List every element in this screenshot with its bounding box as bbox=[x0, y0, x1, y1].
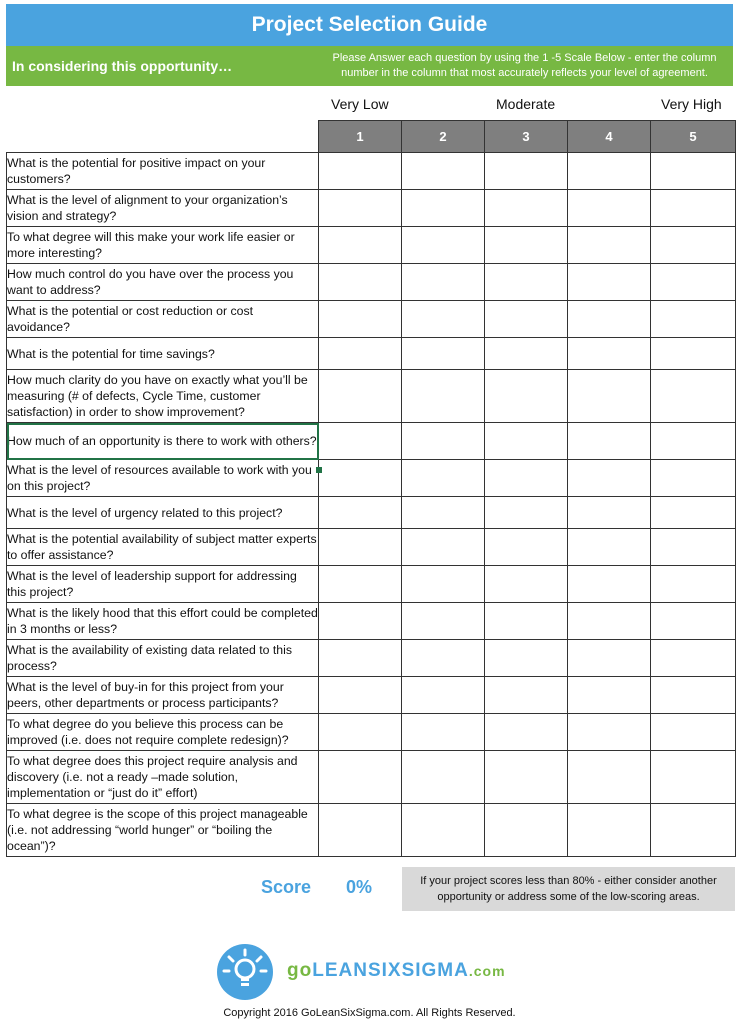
rating-cell-1[interactable] bbox=[319, 640, 402, 677]
logo-wordmark bbox=[287, 960, 506, 982]
page-title-text: Project Selection Guide bbox=[251, 13, 488, 36]
rating-cell-1[interactable] bbox=[319, 714, 402, 751]
rating-cell-1[interactable] bbox=[319, 338, 402, 370]
scale-column-2: 2 bbox=[402, 121, 485, 153]
question-row bbox=[7, 677, 736, 714]
question-cell[interactable]: What is the level of alignment to your organization’s vision and strategy? bbox=[7, 190, 319, 227]
rating-cell-5[interactable] bbox=[651, 566, 736, 603]
rating-cell-4[interactable] bbox=[568, 804, 651, 857]
question-cell[interactable]: What is the level of leadership support for addressing this project? bbox=[7, 566, 319, 603]
rating-cell-5[interactable] bbox=[651, 640, 736, 677]
rating-cell-2[interactable] bbox=[402, 370, 485, 423]
question-row bbox=[7, 264, 736, 301]
rating-cell-2[interactable] bbox=[402, 227, 485, 264]
question-cell[interactable]: What is the potential for time savings? bbox=[7, 338, 319, 370]
rating-cell-4[interactable] bbox=[568, 264, 651, 301]
rating-cell-3[interactable] bbox=[485, 227, 568, 264]
rating-cell-3[interactable] bbox=[485, 529, 568, 566]
rating-cell-1[interactable] bbox=[319, 804, 402, 857]
question-cell[interactable]: What is the availability of existing data related to this process? bbox=[7, 640, 319, 677]
rating-cell-5[interactable] bbox=[651, 677, 736, 714]
score-note-text: If your project scores less than 80% - either consider another opportunity or address some of the low-scoring areas. bbox=[420, 875, 717, 903]
scale-column-3: 3 bbox=[485, 121, 568, 153]
rating-cell-4[interactable] bbox=[568, 460, 651, 497]
question-row bbox=[7, 153, 736, 190]
rating-cell-3[interactable] bbox=[485, 423, 568, 460]
logo-go: go bbox=[287, 960, 313, 981]
question-row bbox=[7, 338, 736, 370]
rating-cell-2[interactable] bbox=[402, 804, 485, 857]
rating-cell-5[interactable] bbox=[651, 751, 736, 804]
scale-column-1: 1 bbox=[319, 121, 402, 153]
scale-mid-label: Moderate bbox=[496, 96, 556, 112]
rating-cell-4[interactable] bbox=[568, 190, 651, 227]
question-row bbox=[7, 301, 736, 338]
question-row bbox=[7, 603, 736, 640]
question-row bbox=[7, 804, 736, 857]
rating-cell-5[interactable] bbox=[651, 460, 736, 497]
rating-cell-2[interactable] bbox=[402, 264, 485, 301]
scale-high-label: Very High bbox=[661, 96, 722, 112]
rating-cell-1[interactable] bbox=[319, 497, 402, 529]
rating-cell-5[interactable] bbox=[651, 529, 736, 566]
rating-cell-3[interactable] bbox=[485, 677, 568, 714]
question-row bbox=[7, 227, 736, 264]
subtitle-left: In considering this opportunity… bbox=[12, 58, 233, 74]
scale-labels bbox=[318, 96, 733, 114]
rating-cell-5[interactable] bbox=[651, 338, 736, 370]
rating-cell-1[interactable] bbox=[319, 301, 402, 338]
rating-cell-1[interactable] bbox=[319, 460, 402, 497]
rating-cell-3[interactable] bbox=[485, 153, 568, 190]
rating-cell-3[interactable] bbox=[485, 264, 568, 301]
rating-cell-3[interactable] bbox=[485, 714, 568, 751]
question-cell[interactable]: What is the level of urgency related to this project? bbox=[7, 497, 319, 529]
rating-cell-1[interactable] bbox=[319, 227, 402, 264]
rating-cell-4[interactable] bbox=[568, 227, 651, 264]
question-cell[interactable]: What is the potential or cost reduction or cost avoidance? bbox=[7, 301, 319, 338]
rating-cell-2[interactable] bbox=[402, 497, 485, 529]
scale-column-5: 5 bbox=[651, 121, 736, 153]
rating-cell-2[interactable] bbox=[402, 460, 485, 497]
question-cell[interactable]: What is the potential for positive impact on your customers? bbox=[7, 153, 319, 190]
rating-cell-5[interactable] bbox=[651, 190, 736, 227]
score-note bbox=[402, 867, 735, 911]
score-value: 0% bbox=[346, 877, 373, 897]
scale-low-label: Very Low bbox=[331, 96, 389, 112]
rating-cell-1[interactable] bbox=[319, 370, 402, 423]
question-row bbox=[7, 751, 736, 804]
rating-cell-4[interactable] bbox=[568, 566, 651, 603]
scale-header-row bbox=[7, 121, 736, 153]
question-cell[interactable]: How much clarity do you have on exactly what you’ll be measuring (# of defects, Cycle Time, customer satisfaction) in order to show improvement? bbox=[7, 370, 319, 423]
rating-cell-1[interactable] bbox=[319, 603, 402, 640]
rating-cell-4[interactable] bbox=[568, 153, 651, 190]
scale-column-4: 4 bbox=[568, 121, 651, 153]
rating-cell-2[interactable] bbox=[402, 603, 485, 640]
rating-cell-2[interactable] bbox=[402, 714, 485, 751]
question-row bbox=[7, 423, 736, 460]
rating-cell-1[interactable] bbox=[319, 677, 402, 714]
logo-suffix: .com bbox=[468, 963, 506, 979]
rating-cell-5[interactable] bbox=[651, 423, 736, 460]
rating-cell-1[interactable] bbox=[319, 751, 402, 804]
question-row bbox=[7, 566, 736, 603]
rating-cell-2[interactable] bbox=[402, 751, 485, 804]
question-cell[interactable]: To what degree do you believe this process can be improved (i.e. does not require complete redesign)? bbox=[7, 714, 319, 751]
question-cell[interactable]: To what degree will this make your work life easier or more interesting? bbox=[7, 227, 319, 264]
question-row bbox=[7, 497, 736, 529]
header-corner bbox=[7, 121, 319, 153]
rating-cell-2[interactable] bbox=[402, 301, 485, 338]
rating-cell-3[interactable] bbox=[485, 460, 568, 497]
rating-cell-4[interactable] bbox=[568, 603, 651, 640]
rating-cell-2[interactable] bbox=[402, 640, 485, 677]
question-row bbox=[7, 640, 736, 677]
rating-cell-5[interactable] bbox=[651, 603, 736, 640]
question-cell[interactable]: How much control do you have over the process you want to address? bbox=[7, 264, 319, 301]
rating-cell-2[interactable] bbox=[402, 338, 485, 370]
question-cell[interactable]: To what degree is the scope of this project manageable (i.e. not addressing “world hunger” or “boiling the ocean”)? bbox=[7, 804, 319, 857]
rating-cell-4[interactable] bbox=[568, 714, 651, 751]
rating-cell-3[interactable] bbox=[485, 370, 568, 423]
rating-cell-1[interactable] bbox=[319, 264, 402, 301]
instructions: Please Answer each question by using the 1 -5 Scale Below - enter the column number in the column that most accurately reflects your level of agreement. bbox=[332, 52, 717, 79]
copyright: Copyright 2016 GoLeanSixSigma.com. All Rights Reserved. bbox=[223, 1007, 516, 1019]
question-row bbox=[7, 190, 736, 227]
rating-cell-5[interactable] bbox=[651, 497, 736, 529]
company-logo bbox=[215, 942, 535, 1002]
rating-cell-4[interactable] bbox=[568, 370, 651, 423]
rating-cell-4[interactable] bbox=[568, 677, 651, 714]
rating-cell-3[interactable] bbox=[485, 566, 568, 603]
logo-main: LEANSIXSIGMA bbox=[312, 960, 469, 981]
rating-cell-4[interactable] bbox=[568, 423, 651, 460]
rating-cell-5[interactable] bbox=[651, 264, 736, 301]
question-row bbox=[7, 370, 736, 423]
selection-fill-handle[interactable] bbox=[316, 467, 322, 473]
rating-cell-3[interactable] bbox=[485, 338, 568, 370]
question-cell[interactable]: What is the likely hood that this effort could be completed in 3 months or less? bbox=[7, 603, 319, 640]
rating-cell-3[interactable] bbox=[485, 603, 568, 640]
rating-cell-5[interactable] bbox=[651, 714, 736, 751]
rating-cell-4[interactable] bbox=[568, 640, 651, 677]
rating-cell-2[interactable] bbox=[402, 566, 485, 603]
rating-cell-2[interactable] bbox=[402, 677, 485, 714]
rating-cell-1[interactable] bbox=[319, 529, 402, 566]
rating-cell-4[interactable] bbox=[568, 751, 651, 804]
instruction-bar bbox=[6, 46, 733, 86]
rating-cell-3[interactable] bbox=[485, 497, 568, 529]
rating-cell-4[interactable] bbox=[568, 301, 651, 338]
question-cell[interactable]: What is the level of buy-in for this project from your peers, other departments or process participants? bbox=[7, 677, 319, 714]
rating-table bbox=[6, 120, 736, 857]
rating-cell-5[interactable] bbox=[651, 370, 736, 423]
rating-cell-1[interactable] bbox=[319, 423, 402, 460]
rating-cell-2[interactable] bbox=[402, 423, 485, 460]
rating-cell-3[interactable] bbox=[485, 751, 568, 804]
rating-cell-5[interactable] bbox=[651, 804, 736, 857]
question-cell[interactable]: What is the level of resources available to work with you on this project? bbox=[7, 460, 319, 497]
rating-cell-5[interactable] bbox=[651, 227, 736, 264]
rating-cell-1[interactable] bbox=[319, 566, 402, 603]
rating-cell-5[interactable] bbox=[651, 301, 736, 338]
score-label: Score bbox=[261, 877, 312, 897]
rating-cell-5[interactable] bbox=[651, 153, 736, 190]
rating-cell-2[interactable] bbox=[402, 190, 485, 227]
rating-cell-4[interactable] bbox=[568, 338, 651, 370]
question-row bbox=[7, 460, 736, 497]
question-cell[interactable]: To what degree does this project require analysis and discovery (i.e. not a ready –made solution, implementation or “just do it” effort) bbox=[7, 751, 319, 804]
rating-cell-4[interactable] bbox=[568, 497, 651, 529]
rating-cell-4[interactable] bbox=[568, 529, 651, 566]
lightbulb-icon bbox=[215, 942, 275, 1002]
rating-cell-3[interactable] bbox=[485, 640, 568, 677]
rating-cell-2[interactable] bbox=[402, 529, 485, 566]
rating-cell-3[interactable] bbox=[485, 301, 568, 338]
rating-cell-3[interactable] bbox=[485, 804, 568, 857]
question-row bbox=[7, 714, 736, 751]
rating-cell-2[interactable] bbox=[402, 153, 485, 190]
question-cell[interactable]: What is the potential availability of subject matter experts to offer assistance? bbox=[7, 529, 319, 566]
rating-cell-1[interactable] bbox=[319, 153, 402, 190]
rating-cell-3[interactable] bbox=[485, 190, 568, 227]
question-cell[interactable]: How much of an opportunity is there to work with others? bbox=[7, 423, 319, 460]
question-row bbox=[7, 529, 736, 566]
page-title bbox=[6, 4, 733, 46]
rating-cell-1[interactable] bbox=[319, 190, 402, 227]
